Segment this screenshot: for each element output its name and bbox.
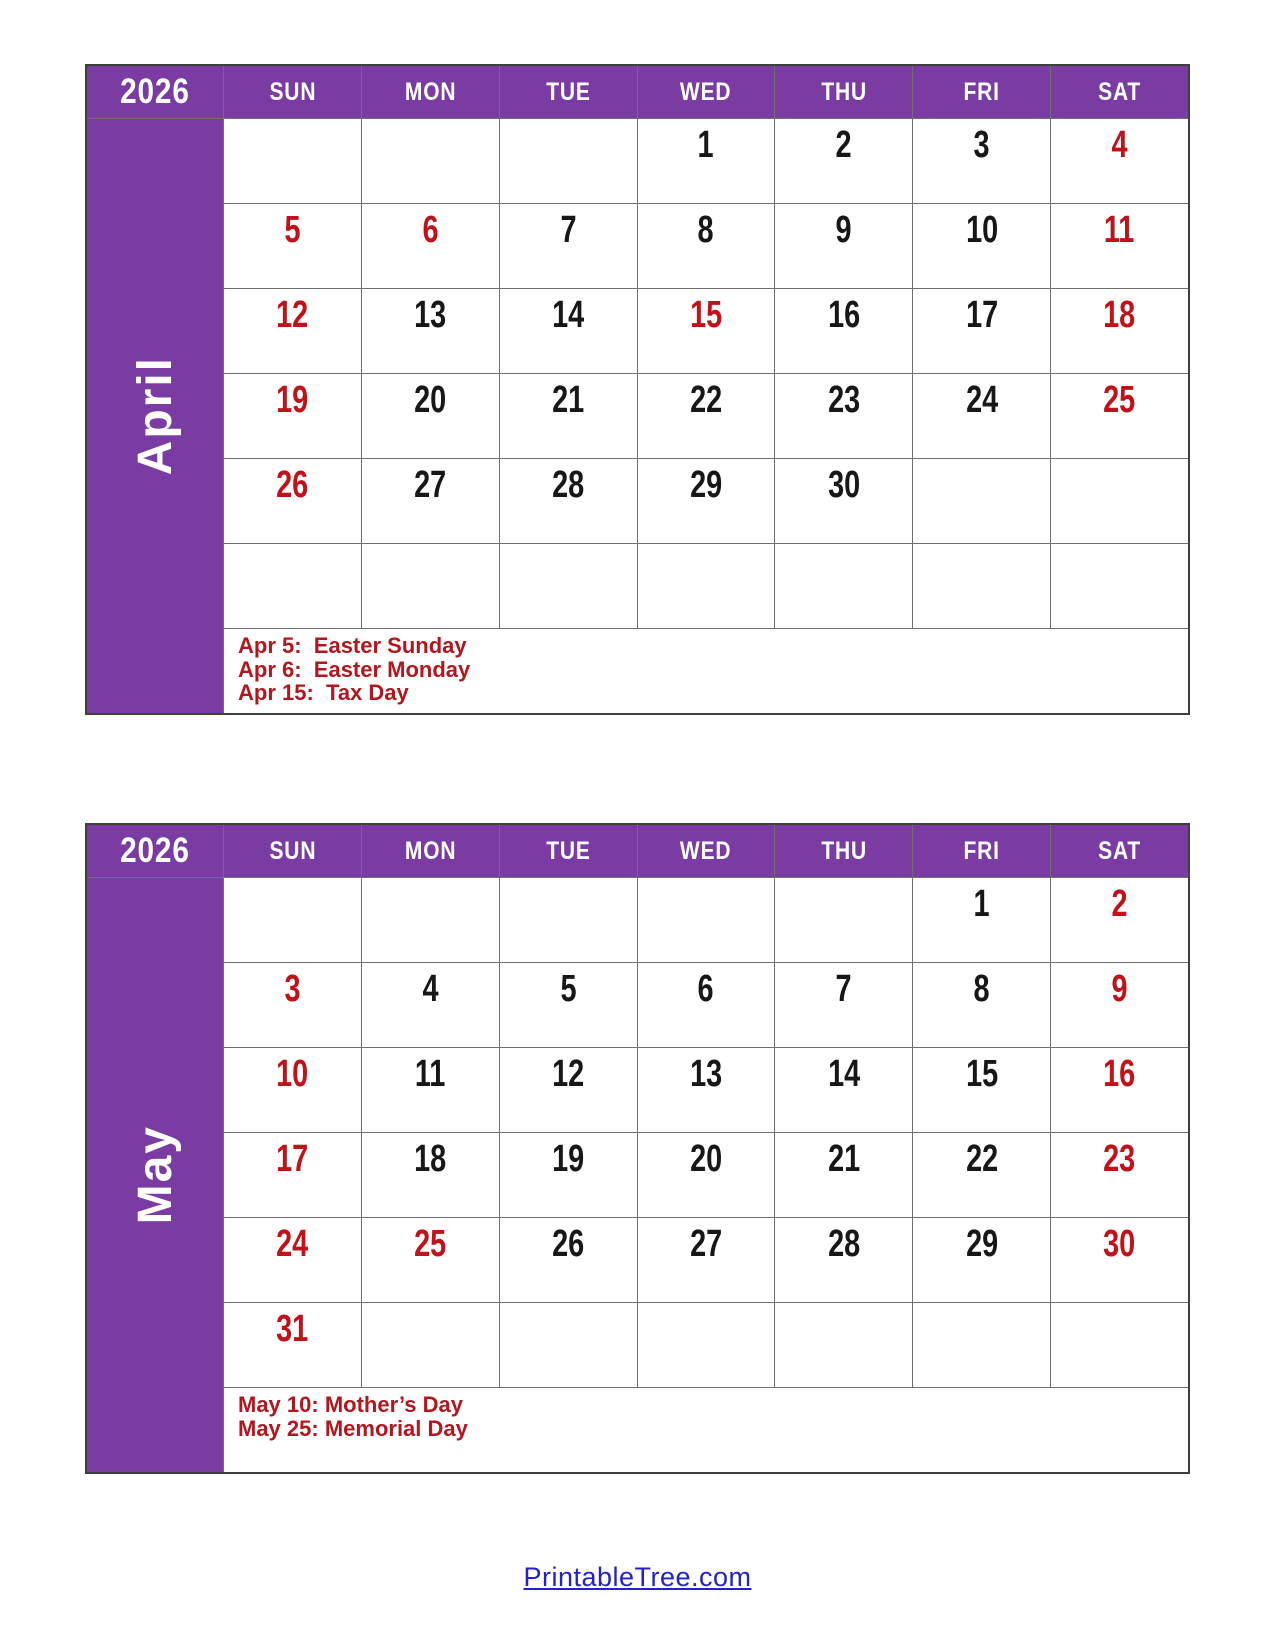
date-number: 5 bbox=[560, 968, 577, 1010]
date-cell bbox=[362, 963, 499, 1047]
date-number: 3 bbox=[284, 968, 301, 1010]
date-cell bbox=[1051, 878, 1188, 962]
date-number: 29 bbox=[965, 1223, 998, 1265]
date-cell bbox=[500, 289, 637, 373]
date-number: 25 bbox=[1103, 379, 1136, 421]
holiday-notes bbox=[224, 1388, 1188, 1472]
date-cell bbox=[500, 963, 637, 1047]
date-cell bbox=[913, 1303, 1050, 1387]
date-cell bbox=[224, 1048, 361, 1132]
date-cell bbox=[638, 1048, 775, 1132]
day-header-label: WED bbox=[680, 836, 732, 865]
date-number: 7 bbox=[560, 209, 577, 251]
date-number: 21 bbox=[827, 1138, 860, 1180]
date-number: 26 bbox=[276, 464, 309, 506]
date-number: 28 bbox=[827, 1223, 860, 1265]
day-header-sat bbox=[1051, 825, 1188, 877]
date-number: 14 bbox=[552, 294, 585, 336]
date-number: 9 bbox=[1111, 968, 1128, 1010]
date-cell bbox=[913, 1218, 1050, 1302]
day-header-mon bbox=[362, 66, 499, 118]
date-cell bbox=[913, 119, 1050, 203]
day-header-wed bbox=[638, 66, 775, 118]
date-number: 11 bbox=[415, 1053, 446, 1095]
day-header-label: FRI bbox=[963, 836, 1000, 865]
date-cell bbox=[224, 878, 361, 962]
date-number: 7 bbox=[835, 968, 852, 1010]
date-cell bbox=[362, 1303, 499, 1387]
date-number: 17 bbox=[276, 1138, 309, 1180]
day-header-label: WED bbox=[680, 77, 732, 106]
day-header-label: SUN bbox=[268, 836, 316, 865]
date-cell bbox=[775, 459, 912, 543]
day-header-sat bbox=[1051, 66, 1188, 118]
date-number: 22 bbox=[689, 379, 723, 421]
month-sidebar bbox=[87, 119, 223, 713]
date-cell bbox=[362, 119, 499, 203]
date-cell bbox=[775, 1133, 912, 1217]
date-cell bbox=[500, 878, 637, 962]
day-header-wed bbox=[638, 825, 775, 877]
date-cell bbox=[224, 1303, 361, 1387]
date-cell bbox=[913, 1048, 1050, 1132]
date-cell bbox=[775, 878, 912, 962]
date-cell bbox=[362, 878, 499, 962]
day-header-sun bbox=[224, 66, 361, 118]
date-cell bbox=[500, 374, 637, 458]
holiday-note: Apr 6: Easter Monday bbox=[238, 656, 471, 682]
date-cell bbox=[913, 544, 1050, 628]
holiday-note: May 10: Mother’s Day bbox=[238, 1392, 463, 1417]
day-header-label: FRI bbox=[963, 77, 1000, 106]
date-cell bbox=[638, 204, 775, 288]
date-cell bbox=[500, 1048, 637, 1132]
date-cell bbox=[500, 204, 637, 288]
day-header-label: THU bbox=[821, 77, 867, 106]
day-header-mon bbox=[362, 825, 499, 877]
date-cell bbox=[1051, 204, 1188, 288]
day-header-tue bbox=[500, 66, 637, 118]
holiday-note: May 25: Memorial Day bbox=[238, 1415, 468, 1441]
month-label: May bbox=[128, 1125, 182, 1225]
date-cell bbox=[362, 1048, 499, 1132]
date-cell bbox=[500, 459, 637, 543]
date-number: 15 bbox=[689, 294, 723, 336]
date-number: 1 bbox=[697, 124, 715, 166]
date-cell bbox=[1051, 1303, 1188, 1387]
date-cell bbox=[500, 544, 637, 628]
date-number: 2 bbox=[835, 124, 852, 166]
date-number: 31 bbox=[276, 1308, 309, 1350]
date-number: 29 bbox=[689, 464, 723, 506]
date-number: 24 bbox=[276, 1223, 309, 1265]
date-cell bbox=[775, 1048, 912, 1132]
date-number: 16 bbox=[1103, 1053, 1136, 1095]
date-cell bbox=[638, 963, 775, 1047]
day-header-fri bbox=[913, 66, 1050, 118]
date-number: 28 bbox=[552, 464, 585, 506]
date-number: 23 bbox=[1103, 1138, 1136, 1180]
date-number: 24 bbox=[965, 379, 998, 421]
date-cell bbox=[775, 119, 912, 203]
date-cell bbox=[638, 289, 775, 373]
holiday-notes bbox=[224, 629, 1188, 713]
date-cell bbox=[775, 204, 912, 288]
date-cell bbox=[362, 459, 499, 543]
year-label: 2026 bbox=[120, 72, 190, 111]
date-cell bbox=[362, 1218, 499, 1302]
date-number: 13 bbox=[689, 1053, 723, 1095]
date-number: 20 bbox=[414, 379, 447, 421]
date-cell bbox=[224, 963, 361, 1047]
date-number: 30 bbox=[827, 464, 860, 506]
date-number: 8 bbox=[973, 968, 990, 1010]
date-number: 6 bbox=[697, 968, 715, 1010]
month-sidebar bbox=[87, 878, 223, 1472]
date-cell bbox=[1051, 1218, 1188, 1302]
calendar-may bbox=[85, 823, 1190, 1474]
date-cell bbox=[1051, 374, 1188, 458]
date-cell bbox=[500, 1218, 637, 1302]
date-number: 16 bbox=[827, 294, 860, 336]
date-cell bbox=[913, 1133, 1050, 1217]
date-number: 2 bbox=[1111, 883, 1128, 925]
day-header-label: SUN bbox=[268, 77, 316, 106]
date-number: 11 bbox=[1104, 209, 1135, 251]
date-cell bbox=[224, 1133, 361, 1217]
date-cell bbox=[362, 1133, 499, 1217]
date-cell bbox=[638, 119, 775, 203]
date-number: 19 bbox=[276, 379, 309, 421]
date-number: 5 bbox=[284, 209, 301, 251]
date-cell bbox=[638, 878, 775, 962]
date-cell bbox=[500, 1303, 637, 1387]
date-cell bbox=[638, 1303, 775, 1387]
day-header-label: TUE bbox=[545, 836, 591, 865]
date-cell bbox=[638, 1218, 775, 1302]
date-cell bbox=[1051, 119, 1188, 203]
day-header-thu bbox=[775, 66, 912, 118]
year-label: 2026 bbox=[120, 831, 190, 870]
year-cell bbox=[87, 66, 223, 118]
day-header-thu bbox=[775, 825, 912, 877]
date-cell bbox=[638, 374, 775, 458]
date-cell bbox=[775, 544, 912, 628]
date-cell bbox=[362, 374, 499, 458]
date-number: 8 bbox=[697, 209, 715, 251]
date-cell bbox=[362, 289, 499, 373]
date-cell bbox=[362, 544, 499, 628]
date-cell bbox=[224, 204, 361, 288]
date-cell bbox=[224, 1218, 361, 1302]
date-number: 4 bbox=[422, 968, 439, 1010]
date-number: 9 bbox=[835, 209, 852, 251]
date-cell bbox=[1051, 1048, 1188, 1132]
date-cell bbox=[775, 374, 912, 458]
date-cell bbox=[500, 119, 637, 203]
date-cell bbox=[775, 963, 912, 1047]
date-number: 10 bbox=[965, 209, 998, 251]
date-cell bbox=[913, 289, 1050, 373]
date-number: 10 bbox=[276, 1053, 309, 1095]
day-header-label: TUE bbox=[545, 77, 591, 106]
day-header-label: MON bbox=[404, 836, 457, 865]
date-number: 20 bbox=[689, 1138, 723, 1180]
date-number: 22 bbox=[965, 1138, 998, 1180]
year-cell bbox=[87, 825, 223, 877]
calendar-april bbox=[85, 64, 1190, 715]
holiday-note: Apr 15: Tax Day bbox=[238, 680, 409, 705]
day-header-label: THU bbox=[821, 836, 867, 865]
date-cell bbox=[913, 204, 1050, 288]
date-cell bbox=[1051, 1133, 1188, 1217]
date-cell bbox=[224, 459, 361, 543]
date-cell bbox=[913, 878, 1050, 962]
date-number: 13 bbox=[414, 294, 447, 336]
date-number: 6 bbox=[422, 209, 439, 251]
date-cell bbox=[224, 119, 361, 203]
date-number: 4 bbox=[1111, 124, 1128, 166]
date-cell bbox=[775, 1303, 912, 1387]
date-number: 27 bbox=[689, 1223, 723, 1265]
date-number: 25 bbox=[414, 1223, 447, 1265]
date-cell bbox=[913, 374, 1050, 458]
date-cell bbox=[362, 204, 499, 288]
day-header-label: SAT bbox=[1098, 77, 1142, 106]
date-cell bbox=[224, 289, 361, 373]
date-cell bbox=[913, 963, 1050, 1047]
date-number: 14 bbox=[827, 1053, 860, 1095]
date-number: 1 bbox=[973, 883, 990, 925]
day-header-tue bbox=[500, 825, 637, 877]
date-cell bbox=[638, 459, 775, 543]
date-number: 3 bbox=[973, 124, 990, 166]
day-header-fri bbox=[913, 825, 1050, 877]
date-cell bbox=[775, 1218, 912, 1302]
date-number: 12 bbox=[552, 1053, 585, 1095]
date-number: 27 bbox=[414, 464, 447, 506]
date-number: 12 bbox=[276, 294, 309, 336]
month-label: April bbox=[128, 356, 182, 476]
day-header-label: SAT bbox=[1098, 836, 1142, 865]
date-cell bbox=[638, 544, 775, 628]
date-number: 19 bbox=[552, 1138, 585, 1180]
date-cell bbox=[1051, 289, 1188, 373]
date-cell bbox=[1051, 963, 1188, 1047]
date-cell bbox=[638, 1133, 775, 1217]
day-header-sun bbox=[224, 825, 361, 877]
date-number: 17 bbox=[965, 294, 998, 336]
footer-link[interactable]: PrintableTree.com bbox=[523, 1562, 752, 1592]
date-cell bbox=[1051, 544, 1188, 628]
date-number: 21 bbox=[552, 379, 585, 421]
date-cell bbox=[913, 459, 1050, 543]
date-number: 18 bbox=[414, 1138, 447, 1180]
date-number: 26 bbox=[552, 1223, 585, 1265]
date-number: 18 bbox=[1103, 294, 1136, 336]
date-number: 15 bbox=[965, 1053, 998, 1095]
date-cell bbox=[500, 1133, 637, 1217]
date-cell bbox=[224, 544, 361, 628]
holiday-note: Apr 5: Easter Sunday bbox=[238, 633, 467, 658]
date-cell bbox=[775, 289, 912, 373]
date-cell bbox=[1051, 459, 1188, 543]
date-number: 23 bbox=[827, 379, 860, 421]
day-header-label: MON bbox=[404, 77, 457, 106]
date-cell bbox=[224, 374, 361, 458]
date-number: 30 bbox=[1103, 1223, 1136, 1265]
